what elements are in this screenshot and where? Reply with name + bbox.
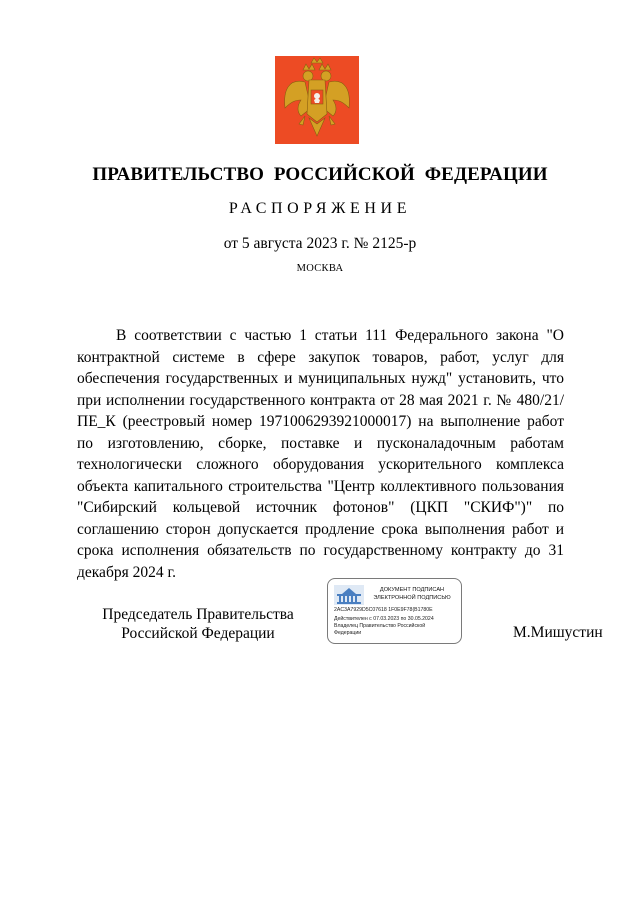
government-building-icon — [334, 585, 364, 605]
government-title: ПРАВИТЕЛЬСТВО РОССИЙСКОЙ ФЕДЕРАЦИИ — [92, 164, 548, 185]
order-body-text: В соответствии с частью 1 статьи 111 Федерального закона "О контрактной системе в сфере закупок товаров, работ, услуг для обеспечения государственных и муниципальных нужд" установить, что при исполнении государственного контракта от 28 мая 2021 г. № 480/21/ПЕ_К (реестровый номер 1971006293921000017) на выполнение работ по изготовлению, сборке, поставке и пусконаладочным работам технологически сложного оборудования ускорительного комплекса объекта капитального строительства "Центр коллективного пользования "Сибирский кольцевой источник фотонов" (ЦКП "СКИФ")" по соглашению сторон допускается продление срока выполнения работ и срока исполнения обязательств по государственному контракту до 31 декабря 2024 г. — [77, 327, 564, 581]
stamp-owner-line2: Федерации — [334, 630, 362, 636]
electronic-signature-stamp — [327, 578, 462, 644]
signer-title-line1: Председатель Правительства — [102, 606, 294, 623]
stamp-certificate: 2AC3A7929D5C07618 1F0E9F78(B1780E — [334, 607, 433, 613]
document-date-number: от 5 августа 2023 г. № 2125-р — [223, 235, 417, 252]
signer-name: М.Мишустин — [513, 624, 603, 641]
document-type: РАСПОРЯЖЕНИЕ — [228, 200, 412, 217]
stamp-title-line1: ДОКУМЕНТ ПОДПИСАН — [379, 587, 445, 593]
signer-title — [78, 605, 318, 643]
signer-title-line2: Российской Федерации — [121, 625, 275, 642]
stamp-owner-line1: Владелец Правительство Российской — [334, 623, 426, 629]
document-city: МОСКВА — [296, 263, 344, 274]
stamp-validity: Действителен с 07.03.2023 по 30.05.2024 — [334, 616, 434, 622]
stamp-title — [364, 586, 460, 602]
stamp-title-line2: ЭЛЕКТРОННОЙ ПОДПИСЬЮ — [373, 595, 451, 601]
coat-of-arms-icon — [275, 56, 359, 144]
